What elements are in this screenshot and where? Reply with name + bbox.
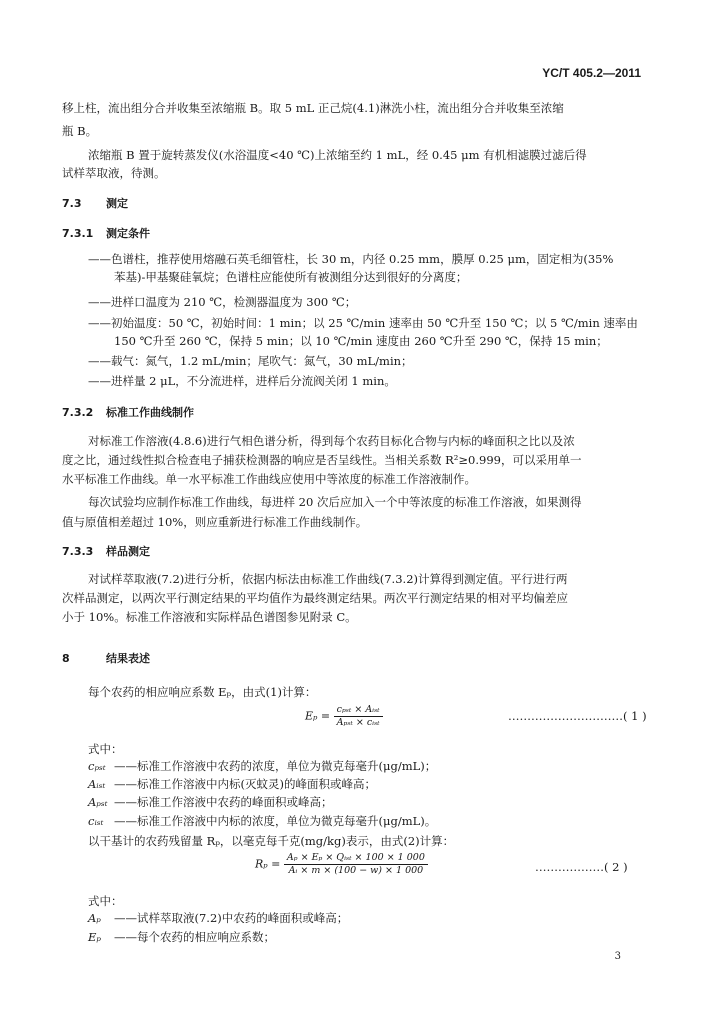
paragraph-line: 次样品测定，以两次平行测定结果的平均值作为最终测定结果。两次平行测定结果的相对平均偏差应 [62,591,568,605]
definition-row: Eₚ ——每个农药的相应响应系数； [88,930,275,944]
formula-intro: 每个农药的相应响应系数 Eₚ，由式(1)计算： [88,685,317,699]
formula-1-fraction [334,704,383,729]
formula-2 [255,852,428,877]
condition-item-cont: 苯基)-甲基聚硅氧烷；色谱柱应能使所有被测组分达到很好的分离度； [114,270,468,284]
formula-2-number: ………………( 2 ) [535,860,628,874]
formula-2-denominator: Aᵢ × m × (100 − w) × 1 000 [288,865,424,876]
definition-row: Aₚₛₜ ——标准工作溶液中农药的峰面积或峰高； [88,795,333,809]
condition-item: ——进样口温度为 210 ℃，检测器温度为 300 ℃； [88,295,357,309]
formula-1-numerator: cₚₛₜ × Aᵢₛₜ [334,704,383,717]
paragraph-line: 每次试验均应制作标准工作曲线，每进样 20 次后应加入一个中等浓度的标准工作溶液，如果测得 [88,495,582,509]
page-number: 3 [614,951,621,962]
formula-2-lhs: Rₚ = [255,857,281,871]
formula-2-numerator: Aₚ × Eₚ × Qᵢₛₜ × 100 × 1 000 [284,852,428,865]
where-label: 式中： [88,894,123,908]
where-label: 式中： [88,742,123,756]
definition-row: Aᵢₛₜ ——标准工作溶液中内标(灭蚊灵)的峰面积或峰高； [88,777,376,791]
section-heading-8: 8 结果表述 [62,652,150,665]
condition-item: ——色谱柱，推荐使用熔融石英毛细管柱，长 30 m，内径 0.25 mm，膜厚 0.25 μm，固定相为(35% [88,252,614,266]
section-heading-7-3-2: 7.3.2 标准工作曲线制作 [62,406,194,419]
paragraph-line: 值与原值相差超过 10%，则应重新进行标准工作曲线制作。 [62,515,368,529]
paragraph-line: 小于 10%。标准工作溶液和实际样品色谱图参见附录 C。 [62,610,357,624]
paragraph-line: 对试样萃取液(7.2)进行分析，依据内标法由标准工作曲线(7.3.2)计算得到测定值。平行进行两 [88,572,568,586]
paragraph-line: 试样萃取液，待测。 [62,166,166,180]
paragraph-line: 移上柱，流出组分合并收集至浓缩瓶 B。取 5 mL 正己烷(4.1)淋洗小柱，流出组分合并收集至浓缩 [62,101,564,115]
paragraph-line: 度之比，通过线性拟合检查电子捕获检测器的响应是否呈线性。当相关系数 R²≥0.999，可以采用单一 [62,453,582,467]
formula-intro: 以干基计的农药残留量 Rₚ，以毫克每千克(mg/kg)表示，由式(2)计算： [88,834,455,848]
formula-1 [305,704,383,729]
formula-2-fraction [284,852,428,877]
definition-row: cₚₛₜ ——标准工作溶液中农药的浓度，单位为微克每毫升(μg/mL)； [88,759,437,773]
condition-item: ——载气：氮气，1.2 mL/min；尾吹气：氮气，30 mL/min； [88,354,413,368]
paragraph-line: 对标准工作溶液(4.8.6)进行气相色谱分析，得到每个农药目标化合物与内标的峰面积之比以及浓 [88,434,575,448]
formula-1-number: …………………………( 1 ) [508,709,647,723]
condition-item: ——初始温度：50 ℃，初始时间：1 min；以 25 ℃/min 速率由 50 ℃升至 150 ℃；以 5 ℃/min 速率由 [88,316,638,330]
section-heading-7-3-1: 7.3.1 测定条件 [62,227,150,240]
formula-1-denominator: Aₚₛₜ × cᵢₛₜ [336,717,380,728]
paragraph-line: 浓缩瓶 B 置于旋转蒸发仪(水浴温度<40 ℃)上浓缩至约 1 mL，经 0.45 μm 有机相滤膜过滤后得 [88,148,587,162]
condition-item: ——进样量 2 μL，不分流进样，进样后分流阀关闭 1 min。 [88,374,396,388]
definition-row: cᵢₛₜ ——标准工作溶液中内标的浓度，单位为微克每毫升(μg/mL)。 [88,814,437,828]
paragraph-line: 瓶 B。 [62,124,98,138]
section-heading-7-3-3: 7.3.3 样品测定 [62,545,150,558]
standard-code: YC/T 405.2—2011 [542,66,641,80]
condition-item-cont: 150 ℃升至 260 ℃，保持 5 min；以 10 ℃/min 速度由 260 ℃升至 290 ℃，保持 15 min； [114,334,608,348]
section-heading-7-3: 7.3 测定 [62,197,128,210]
definition-row: Aₚ ——试样萃取液(7.2)中农药的峰面积或峰高； [88,911,349,925]
paragraph-line: 水平标准工作曲线。单一水平标准工作曲线应使用中等浓度的标准工作溶液制作。 [62,472,476,486]
formula-1-lhs: Eₚ = [305,709,331,723]
